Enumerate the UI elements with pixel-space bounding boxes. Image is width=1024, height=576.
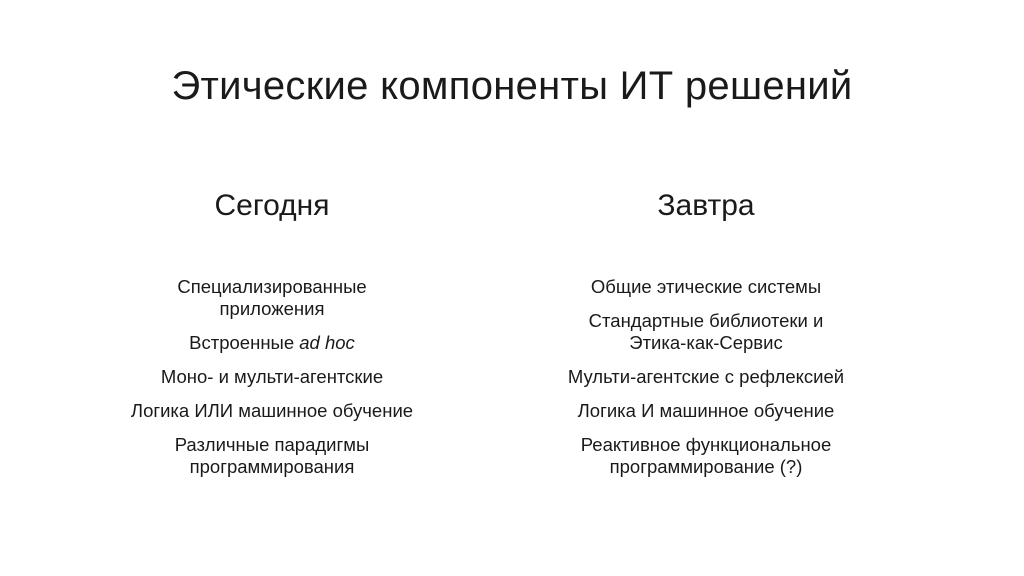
today-item-embedded bbox=[62, 332, 482, 354]
slide-title: Этические компоненты ИТ решений bbox=[171, 64, 853, 108]
today-item-specialized: Специализированные приложения bbox=[177, 276, 367, 319]
tomorrow-item-libraries: Стандартные библиотеки и Этика-как-Сервис bbox=[588, 310, 824, 353]
tomorrow-item-reflection: Мульти-агентские с рефлексией bbox=[567, 366, 845, 387]
today-item-paradigms: Различные парадигмы программирования bbox=[174, 434, 370, 477]
tomorrow-item-ethical-systems: Общие этические системы bbox=[590, 276, 822, 297]
today-item-embedded-emphasis: ad hoc bbox=[299, 332, 355, 353]
today-list bbox=[62, 276, 482, 478]
tomorrow-list bbox=[496, 276, 916, 478]
today-item-agents: Моно- и мульти-агентские bbox=[160, 366, 384, 387]
today-column bbox=[62, 180, 482, 490]
tomorrow-item-reactive: Реактивное функциональное программирование (?) bbox=[580, 434, 832, 477]
tomorrow-heading: Завтра bbox=[657, 189, 755, 222]
today-item-embedded-prefix: Встроенные bbox=[189, 332, 300, 353]
tomorrow-column bbox=[496, 180, 916, 490]
today-item-logic-or-ml: Логика ИЛИ машинное обучение bbox=[130, 400, 414, 421]
tomorrow-item-logic-and-ml: Логика И машинное обучение bbox=[577, 400, 835, 421]
today-heading: Сегодня bbox=[214, 189, 330, 222]
